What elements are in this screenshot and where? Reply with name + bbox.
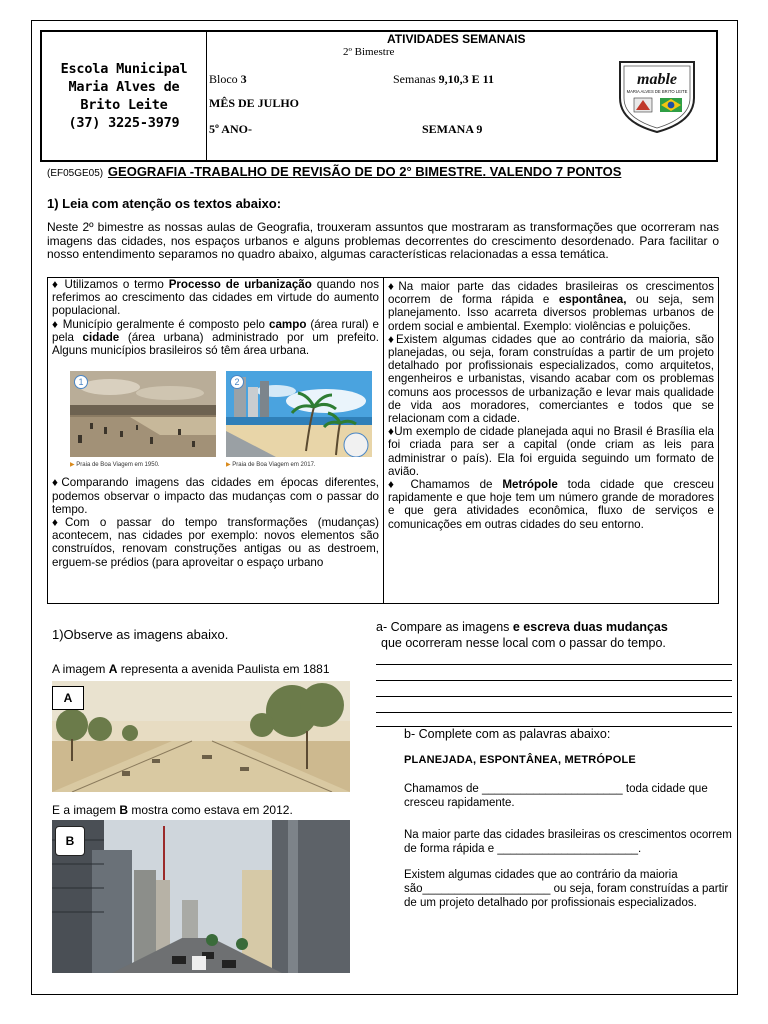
semanas: Semanas 9,10,3 E 11 (393, 72, 494, 86)
photo-1-badge: 1 (74, 375, 88, 389)
question-1-title: 1) Leia com atenção os textos abaixo: (47, 196, 282, 211)
beach-2017-image (226, 371, 372, 457)
fill-sentence-2[interactable]: Na maior parte das cidades brasileiras os crescimentos ocorrem de forma rápida e ______________________. (404, 829, 732, 855)
grade: 5º ANO- (209, 122, 252, 136)
avenue-2012-photo (52, 820, 350, 973)
beach-1950-image (70, 371, 216, 457)
beach-photos (70, 371, 379, 472)
question-b-title: b- Complete com as palavras abaixo: (404, 727, 611, 741)
fill-sentence-3[interactable]: Existem algumas cidades que ao contrário da maioria são____________________ ou seja, foram construídas a partir de um projeto detalhado por profissionais especializados. (404, 869, 729, 909)
subject-line (47, 164, 621, 179)
paulista-1881-image (52, 681, 350, 792)
answer-line-1[interactable] (376, 664, 732, 665)
photo-boa-viagem-1950 (70, 371, 216, 472)
school-line-2: Maria Alves de (68, 79, 180, 95)
month: MÊS DE JULHO (209, 96, 300, 110)
image-a-description: A imagem A representa a avenida Paulista em 1881 (52, 662, 330, 676)
paulista-2012-image (52, 820, 350, 973)
svg-text:MARIA ALVES DE BRITO LEITE: MARIA ALVES DE BRITO LEITE (626, 89, 688, 94)
question-a (376, 619, 668, 651)
metropolis-text: ♦ Chamamos de Metrópole toda cidade que cresceu rapidamente e que hoje tem um número grande de moradores e que gera atividades econômica, fluxo de serviços e comunicações em outras cidades do seu entorno. (388, 478, 714, 531)
school-logo (598, 32, 716, 160)
municipality-text: ♦ Município geralmente é composto pelo campo (área rural) e pela cidade (área urbana) administrado por um prefeito. Alguns municípios brasileiros só têm área urbana. (52, 317, 380, 358)
urbanization-text: ♦ Utilizamos o termo Processo de urbanização quando nos referimos ao crescimento das cidades em virtude do aumento populacional. (52, 278, 379, 318)
school-line-3: Brito Leite (80, 97, 168, 113)
bloco: Bloco 3 (209, 72, 247, 86)
image-a-label: A (52, 686, 84, 710)
info-column-right (384, 278, 718, 603)
observe-title: 1)Observe as imagens abaixo. (52, 627, 229, 642)
header-details (207, 32, 598, 160)
svg-text:mable: mable (637, 71, 677, 88)
subject-title: GEOGRAFIA -TRABALHO DE REVISÃO DE DO 2° BIMESTRE. VALENDO 7 PONTOS (107, 164, 622, 179)
image-b-label: B (55, 826, 85, 856)
planned-cities-text: ♦Existem algumas cidades que ao contrário da maioria, são planejadas, ou seja, foram construídas a partir de um projeto detalhado por profissionais especializados, como arquitetos, engenheiros e urbanistas, visando acabar com os problemas comuns aos processos de urbanização e levar mais qualidade de vida aos moradores, comerciantes e todos que se relacionam com a cidade. (388, 332, 714, 426)
brasilia-text: ♦Um exemplo de cidade planejada aqui no Brasil é Brasília ela foi criada para ser a capital (onde criam as leis para administrar o país). Ela foi erguida seguindo um formato de avião. (388, 425, 714, 478)
spontaneous-growth-text: ♦Na maior parte das cidades brasileiras os crescimentos ocorrem de forma rápida e espontânea, ou seja, sem planejamento. Isso acarreta diversos problemas urbanos de ordem social e ambiental. Exemplo: violências e poluições. (388, 280, 714, 333)
school-phone: (37) 3225-3979 (68, 115, 180, 131)
image-b-description: E a imagem B mostra como estava em 2012. (52, 803, 293, 817)
activity-title: ATIVIDADES SEMANAIS (387, 32, 526, 46)
question-a-line-2: que ocorreram nesse local com o passar do tempo. (381, 636, 666, 650)
info-column-left (48, 278, 384, 603)
photo-2-badge: 2 (230, 375, 244, 389)
transformations-text: ♦Com o passar do tempo transformações (mudanças) acontecem, nas cidades por exemplo: novos elementos são construídos, renovam construções antigas ou as destroem, erguem-se prédios (para aproveitar o espaço urbano (52, 516, 379, 569)
header-table (40, 30, 718, 162)
photo-boa-viagem-2017 (226, 371, 372, 472)
school-line-1: Escola Municipal (60, 61, 188, 77)
info-table (47, 277, 719, 604)
answer-line-2[interactable] (376, 680, 732, 681)
answer-line-4[interactable] (376, 712, 732, 713)
shield-logo-icon (614, 58, 700, 134)
photo-1-caption: ▶ Praia de Boa Viagem em 1950. (70, 462, 160, 469)
question-a-line-1: a- Compare as imagens e escreva duas mudanças (376, 620, 668, 634)
week: SEMANA 9 (422, 122, 483, 136)
word-bank: PLANEJADA, ESPONTÂNEA, METRÓPOLE (404, 754, 636, 766)
bimestre: 2º Bimestre (343, 46, 395, 58)
avenue-1881-illustration (52, 681, 350, 792)
fill-sentence-1[interactable]: Chamamos de ______________________ toda cidade que cresceu rapidamente. (404, 783, 708, 809)
photo-2-caption: ▶ Praia de Boa Viagem em 2017. (226, 462, 316, 469)
school-info (42, 32, 207, 160)
skill-code: (EF05GE05) (47, 168, 104, 179)
compare-text: ♦Comparando imagens das cidades em épocas diferentes, podemos observar o impacto das mudanças com o passar do tempo. (52, 476, 379, 516)
intro-paragraph: Neste 2º bimestre as nossas aulas de Geografia, trouxeram assuntos que mostraram as transformações que ocorreram nas imagens das cidades, nos espaços urbanos e alguns problemas decorrentes do crescimento desordenado. Para facilitar o nosso entendimento separamos no quadro abaixo, algumas características relacionadas a essa temática. (47, 220, 719, 262)
answer-line-3[interactable] (376, 696, 732, 697)
